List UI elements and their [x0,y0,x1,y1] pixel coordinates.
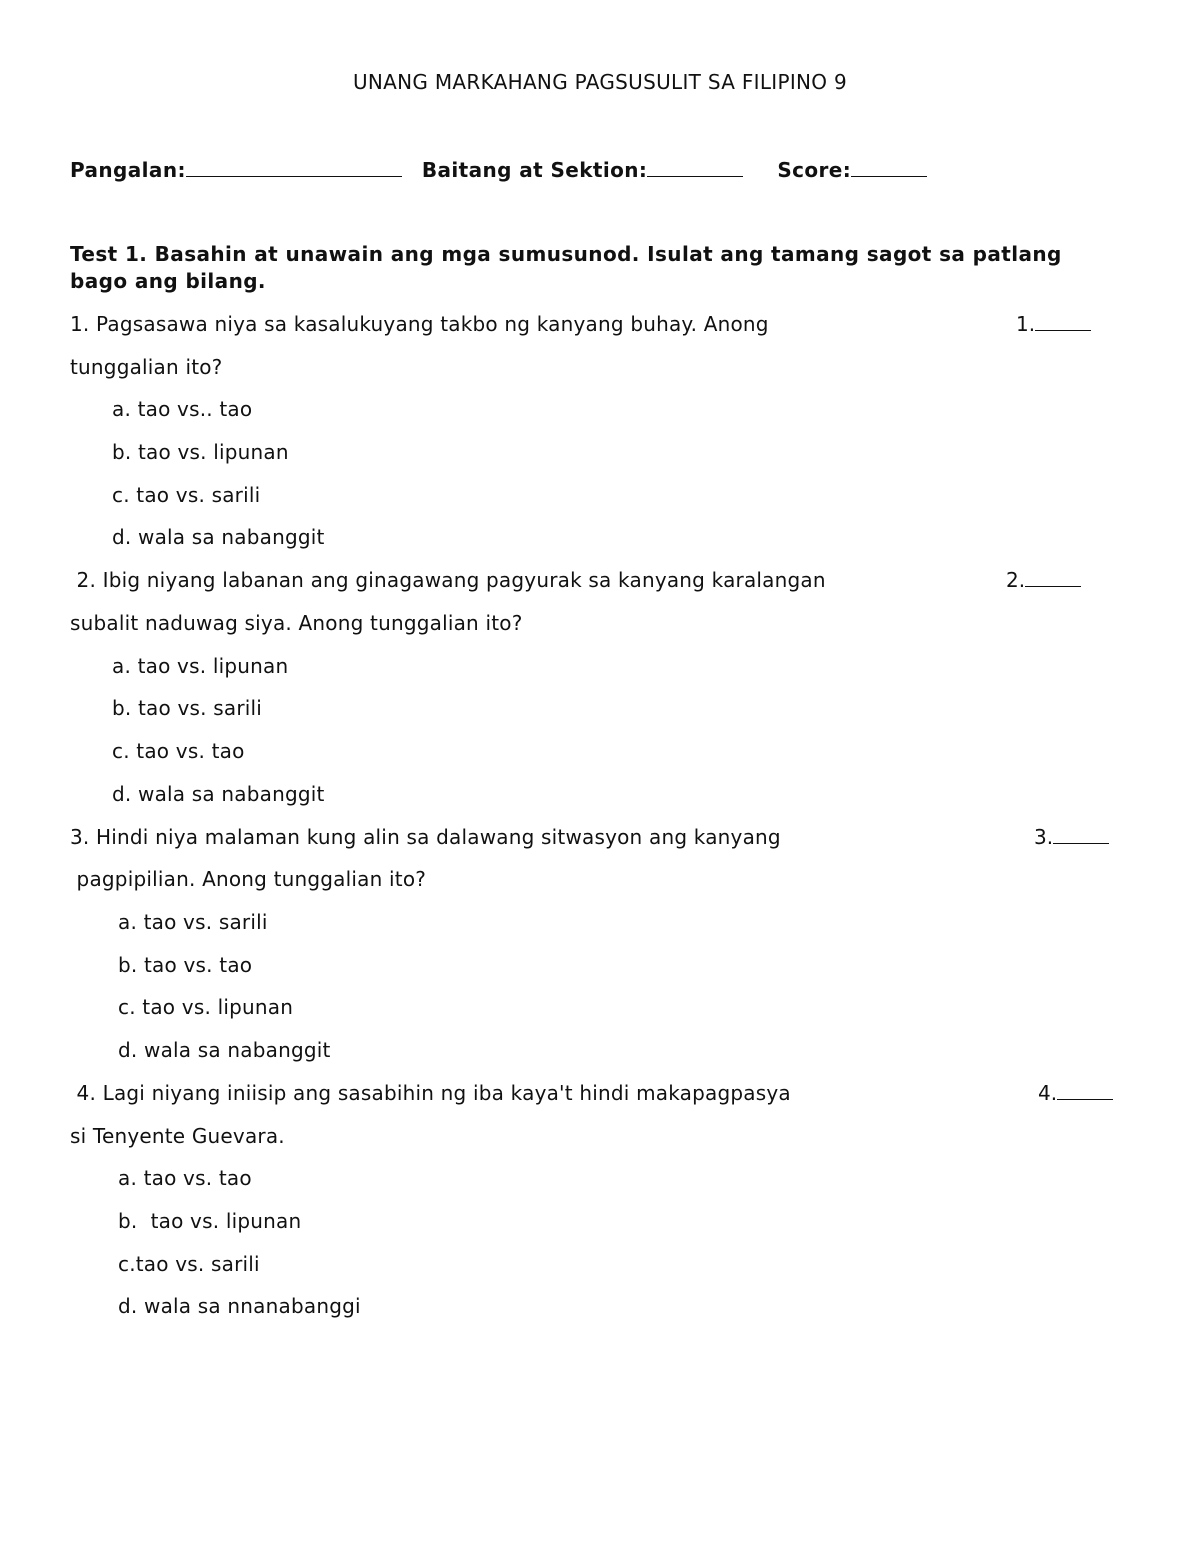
question-4-answer-blank[interactable] [1038,1081,1113,1105]
question-1-answer-blank[interactable] [1016,312,1091,336]
question-3-choice-b: b. tao vs. tao [118,953,253,977]
exam-title: UNANG MARKAHANG PAGSUSULIT SA FILIPINO 9 [352,70,848,94]
section-blank[interactable] [647,156,743,177]
question-3-text: 3. Hindi niya malaman kung alin sa dalawang sitwasyon ang kanyang [70,825,781,849]
question-4-choice-c: c.tao vs. sarili [118,1252,260,1276]
question-3-choice-d: d. wala sa nabanggit [118,1038,331,1062]
question-2-text-cont: subalit naduwag siya. Anong tunggalian ito? [70,611,523,635]
question-4-text: 4. Lagi niyang iniisip ang sasabihin ng iba kaya't hindi makapagpasya [70,1081,791,1105]
question-1-choice-b: b. tao vs. lipunan [112,440,289,464]
student-info-row [70,156,927,182]
question-1-text: 1. Pagsasawa niya sa kasalukuyang takbo ng kanyang buhay. Anong [70,312,769,336]
question-2-answer-blank[interactable] [1006,568,1081,592]
question-4-answer-number: 4. [1038,1081,1058,1105]
section-label: Baitang at Sektion: [421,158,648,182]
score-blank[interactable] [851,156,927,177]
question-4-choice-d: d. wala sa nnanabanggi [118,1294,361,1318]
question-2-text: 2. Ibig niyang labanan ang ginagawang pagyurak sa kanyang karalangan [70,568,826,592]
question-2-choice-c: c. tao vs. tao [112,739,245,763]
question-1-choice-c: c. tao vs. sarili [112,483,261,507]
question-2-answer-number: 2. [1006,568,1026,592]
name-label: Pangalan: [70,158,186,182]
question-3-choice-a: a. tao vs. sarili [118,910,268,934]
question-2-choice-a: a. tao vs. lipunan [112,654,289,678]
name-blank[interactable] [186,156,402,177]
question-4-choice-a: a. tao vs. tao [118,1166,252,1190]
question-1-choice-a: a. tao vs.. tao [112,397,253,421]
question-2-choice-d: d. wala sa nabanggit [112,782,325,806]
question-1-choice-d: d. wala sa nabanggit [112,525,325,549]
question-4-choice-b: b. tao vs. lipunan [118,1209,302,1233]
question-4-text-cont: si Tenyente Guevara. [70,1124,285,1148]
question-2-choice-b: b. tao vs. sarili [112,696,263,720]
question-3-answer-number: 3. [1034,825,1054,849]
score-label: Score: [777,158,852,182]
question-1-answer-number: 1. [1016,312,1036,336]
question-3-answer-blank[interactable] [1034,825,1109,849]
test-instructions: Test 1. Basahin at unawain ang mga sumusunod. Isulat ang tamang sagot sa patlang bago ang bilang. [70,242,1062,293]
question-3-choice-c: c. tao vs. lipunan [118,995,294,1019]
question-3-text-cont: pagpipilian. Anong tunggalian ito? [70,867,427,891]
question-1-text-cont: tunggalian ito? [70,355,223,379]
